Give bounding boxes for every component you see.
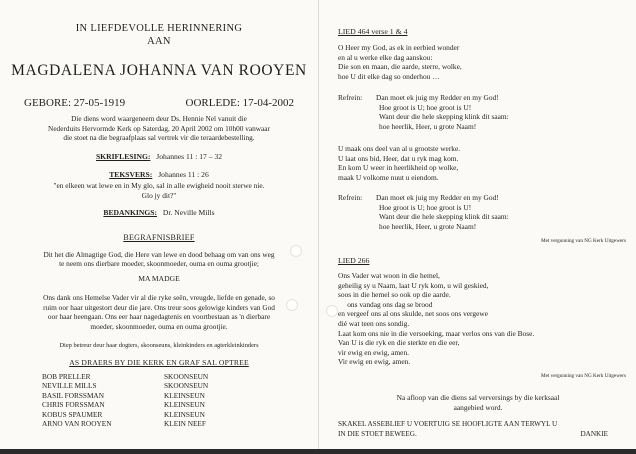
- copyright-credit: Met vergunning van NG Kerk Uitgewers: [540, 238, 626, 244]
- punch-hole-mark: [326, 305, 338, 317]
- pallbearer-relation: SKOONSEUN: [164, 372, 209, 381]
- hymn-line: dié wat teen ons sondig.: [338, 318, 410, 328]
- service-details: [10, 114, 308, 143]
- punch-hole-mark: [290, 245, 302, 257]
- pallbearer-relation: KLEIN NEEF: [164, 419, 206, 429]
- memorial-heading-line-1: IN LIEFDEVOLLE HERINNERING: [75, 23, 243, 34]
- hymn-266-text: [338, 271, 628, 367]
- hymn-line: Die son en maan, die aarde, sterre, wolke,: [338, 62, 462, 72]
- pallbearer-row: [42, 391, 292, 400]
- refrain-lines: [376, 193, 509, 231]
- nickname: MA MADGE: [138, 274, 180, 283]
- pallbearer-row: [42, 381, 292, 390]
- hymn-line: En kom U weer in heerlikheid op wolke,: [338, 163, 459, 173]
- hymn-line: vir ewig en ewig, amen.: [338, 347, 410, 357]
- text-verse: [10, 170, 308, 179]
- letter-line: Dit het die Almagtige God, die Here van lewe en dood behaag om van ons weg: [43, 250, 275, 259]
- pallbearer-name: CHRIS FORSSMAN: [42, 400, 105, 410]
- pallbearers-list: [42, 372, 292, 428]
- gratitude-line: oor haar heengaan. Ons eer haar nagedagtenis en voortbestaan as 'n dierbare: [47, 312, 271, 321]
- refrain-line: Hoe groot is U; hoe groot is U!: [379, 202, 472, 212]
- hymn-line: Ons Vader wat woon in die hemel,: [338, 271, 440, 280]
- hymn-line: Laat kom ons nie in die versoeking, maar verlos ons van die Bose.: [338, 328, 535, 338]
- headlights-line-1: SKAKEL ASSEBLIEF U VOERTUIG SE HOOFLIGTE AAN TERWYL U: [338, 420, 558, 428]
- funeral-letter-text: [10, 250, 308, 269]
- refrain-1: [338, 93, 628, 131]
- gratitude-line: moeder, skoonmoeder, ouma en ouma grootjie.: [90, 321, 228, 331]
- life-dates: [24, 97, 308, 109]
- refrain-line: hoe heerlik, Heer, u grote Naam!: [379, 121, 477, 131]
- service-line: die stoet na die begraafplaas sal vertrek vir die teraardebestelling.: [63, 133, 255, 142]
- refreshments-line: Na afloop van die diens sal verversings by die kerksaal: [396, 393, 560, 402]
- pallbearer-row: [42, 400, 292, 409]
- headlights-request: [338, 420, 628, 439]
- hymn-line: Van U is die ryk en die sterkte en die eer,: [338, 338, 460, 348]
- acknowledgements-label: BEDANKINGS:: [103, 208, 157, 217]
- pallbearer-name: ARNO VAN ROOYEN: [42, 419, 112, 429]
- hymn-line: maak U volkome nuut u eiendom.: [338, 172, 439, 182]
- headlights-line-2-row: [338, 430, 608, 440]
- service-line: Nederduits Hervormde Kerk op Saterdag, 20 April 2002 om 10h00 vanwaar: [48, 123, 270, 133]
- hymn-266-title: LIED 266: [338, 256, 370, 265]
- punch-hole-mark: [286, 299, 298, 311]
- refrain-line: Dan moet ek juig my Redder en my God!: [376, 93, 499, 102]
- gratitude-text: [10, 293, 308, 331]
- refrain-2: [338, 193, 628, 231]
- refrain-line: Dan moet ek juig my Redder en my God!: [376, 193, 499, 202]
- birth-date: GEBORE: 27-05-1919: [24, 97, 126, 109]
- hymn-line: en al u werke elke dag aanskou:: [338, 52, 433, 62]
- funeral-letter-title: BEGRAFNISBRIEF: [123, 233, 195, 242]
- refreshments-line: aangebied word.: [453, 402, 503, 412]
- acknowledgements: [10, 208, 308, 217]
- copyright-credit: Met vergunning van NG Kerk Uitgewers: [540, 373, 626, 379]
- refrain-line: hoe heerlik, Heer, u grote Naam!: [379, 221, 477, 231]
- pallbearer-relation: KLEINSEUN: [164, 400, 205, 410]
- thanks-sign-off: DANKIE: [580, 429, 608, 438]
- pallbearers-title: AS DRAERS BY DIE KERK EN GRAF SAL OPTREE: [69, 358, 249, 367]
- scripture-reading: [10, 152, 308, 161]
- hymn-line: ons vandag ons dag se brood: [338, 299, 433, 309]
- pallbearer-name: NEVILLE MILLS: [42, 381, 97, 391]
- quote-line: Glo jy dit?": [141, 190, 177, 200]
- pallbearer-name: KOBUS SPAUMER: [42, 409, 103, 419]
- refrain-line: Hoe groot is U; hoe groot is U!: [379, 102, 472, 112]
- pallbearer-row: [42, 410, 292, 419]
- text-verse-label: TEKSVERS:: [109, 170, 153, 179]
- mourners-line: Diep betreur deur haar dogters, skoonseuns, kleinkinders en agterkleinkinders: [59, 342, 259, 349]
- refrain-lines: [376, 93, 509, 131]
- death-date: OORLEDE: 17-04-2002: [185, 97, 294, 109]
- pallbearer-row: [42, 372, 292, 381]
- scripture-reading-label: SKRIFLESING:: [95, 152, 151, 161]
- hymn-line: O Heer my God, as ek in eerbied wonder: [338, 43, 460, 52]
- hymn-line: geheilig sy u Naam, laat U ryk kom, u wil geskied,: [338, 280, 489, 290]
- quote-line: "en elkeen wat lewe en in My glo, sal in alle ewigheid nooit sterwe nie.: [53, 181, 265, 190]
- letter-line: te neem ons dierbare moeder, skoonmoeder, ouma en ouma grootjie;: [59, 259, 259, 269]
- hymn-line: soos in die hemel so ook op die aarde.: [338, 290, 451, 300]
- pallbearer-relation: SKOONSEUN: [164, 381, 209, 391]
- memorial-heading: [10, 22, 308, 48]
- pallbearer-relation: KLEINSEUN: [164, 390, 205, 400]
- acknowledgements-value: Dr. Neville Mills: [162, 208, 215, 217]
- text-verse-value: Johannes 11 : 26: [158, 170, 209, 179]
- pallbearer-row: [42, 419, 292, 428]
- refreshments-note: [338, 393, 618, 413]
- hymn-464-title: LIED 464 verse 1 & 4: [338, 27, 408, 36]
- refrain-line: Want deur die hele skepping klink dit saam:: [379, 212, 509, 222]
- hymn-line: U maak ons deel van al u grootste werke.: [338, 144, 461, 153]
- scripture-reading-value: Johannes 11 : 17 – 32: [156, 152, 223, 161]
- gratitude-line: Ons dank ons Hemelse Vader vir al die ryke seën, vreugde, liefde en genade, so: [43, 293, 275, 302]
- hymn-464-verse-1: [338, 43, 628, 81]
- refrain-label: Refrein:: [338, 193, 363, 202]
- hymn-464-verse-4: [338, 144, 628, 182]
- refrain-label: Refrein:: [338, 93, 363, 102]
- page-fold-line: [318, 0, 319, 454]
- pallbearer-relation: KLEINSEUN: [164, 409, 205, 419]
- hymn-line: hoe U dit elke dag so onderhou …: [338, 71, 440, 81]
- text-verse-quote: [10, 181, 308, 200]
- headlights-line-2: IN DIE STOET BEWEEG.: [338, 429, 417, 438]
- scan-edge-bar: [0, 449, 636, 454]
- service-line: Die diens word waargeneem deur Ds. Hennie Nel vanuit die: [71, 114, 247, 123]
- gratitude-line: ruim oor haar uitgestort deur die jare. Ons treur soos gelowige kinders van God: [43, 302, 275, 312]
- hymn-line: en vergeef ons al ons skulde, net soos ons vergewe: [338, 309, 488, 319]
- deceased-name: MAGDALENA JOHANNA VAN ROOYEN: [11, 62, 307, 79]
- pallbearer-name: BASIL FORSSMAN: [42, 390, 104, 400]
- memorial-heading-line-2: AAN: [147, 36, 171, 47]
- pallbearer-name: BOB PRELLER: [42, 372, 91, 381]
- hymn-line: Vir ewig en ewig, amen.: [338, 357, 411, 367]
- refrain-line: Want deur die hele skepping klink dit saam:: [379, 112, 509, 122]
- hymn-line: U laat ons bid, Heer, dat u ryk mag kom.: [338, 153, 459, 163]
